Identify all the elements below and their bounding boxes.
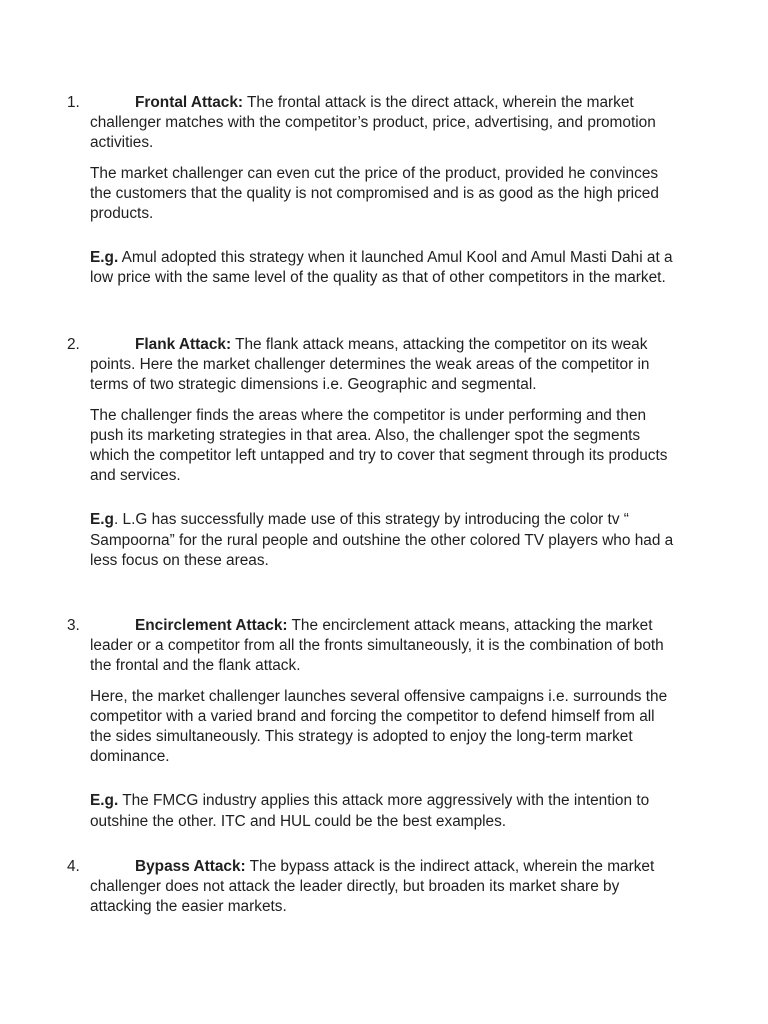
detail-paragraph: The market challenger can even cut the price of the product, provided he convinces the customers that the quality is not compromised and is as good as the high priced products. (90, 164, 659, 223)
example-label: E.g (90, 511, 114, 529)
example-label: E.g. (90, 792, 119, 810)
example-label: E.g. (90, 249, 119, 267)
list-item-body (90, 857, 675, 918)
definition-text: The encirclement attack means, attacking the market leader or a competitor from all the fronts simultaneously, it is the combination of both the frontal and the flank attack. (90, 617, 664, 675)
definition-paragraph (90, 616, 675, 677)
example-text: The FMCG industry applies this attack more aggressively with the intention to outshine the other. ITC and HUL could be the best examples. (90, 792, 650, 830)
list-item-body (90, 335, 675, 571)
definition-text: The bypass attack is the indirect attack, wherein the market challenger does not attack the leader directly, but broaden its market share by attacking the easier markets. (90, 858, 655, 916)
example-text: . L.G has successfully made use of this strategy by introducing the color tv “ Sampoorna” for the rural people and outshine the other colored TV players who had a less focus on these areas. (90, 511, 674, 569)
definition-text: The frontal attack is the direct attack, wherein the market challenger matches with the competitor’s product, price, advertising, and promotion activities. (90, 94, 656, 152)
example-paragraph (90, 248, 675, 288)
example-paragraph (90, 791, 675, 831)
term-label: Bypass Attack: (135, 858, 246, 875)
definition-text: The flank attack means, attacking the competitor on its weak points. Here the market challenger determines the weak areas of the competitor in terms of two strategic dimensions i.e. Geographic and segmental. (90, 336, 650, 394)
detail-paragraph: The challenger finds the areas where the competitor is under performing and then push its marketing strategies in that area. Also, the challenger spot the segments which the competitor left untapped and try to cover that segment through its products and services. (90, 406, 668, 485)
definition-paragraph (90, 93, 675, 154)
definition-paragraph (90, 335, 675, 396)
example-text: Amul adopted this strategy when it launched Amul Kool and Amul Masti Dahi at a low price with the same level of the quality as that of other competitors in the market. (90, 249, 673, 287)
term-label: Frontal Attack: (135, 94, 244, 111)
list-number: 4. (67, 858, 80, 875)
list-number: 1. (67, 94, 80, 111)
detail-paragraph: Here, the market challenger launches several offensive campaigns i.e. surrounds the competitor with a varied brand and forcing the competitor to defend himself from all the sides simultaneously. This strategy is adopted to enjoy the long-term market dominance. (90, 687, 668, 766)
term-label: Encirclement Attack: (135, 617, 288, 634)
example-paragraph (90, 510, 675, 571)
definition-paragraph (90, 857, 675, 918)
list-item-body (90, 93, 675, 289)
list-number: 2. (67, 336, 80, 353)
list-item-body (90, 616, 675, 832)
term-label: Flank Attack: (135, 336, 232, 353)
list-number: 3. (67, 617, 80, 634)
